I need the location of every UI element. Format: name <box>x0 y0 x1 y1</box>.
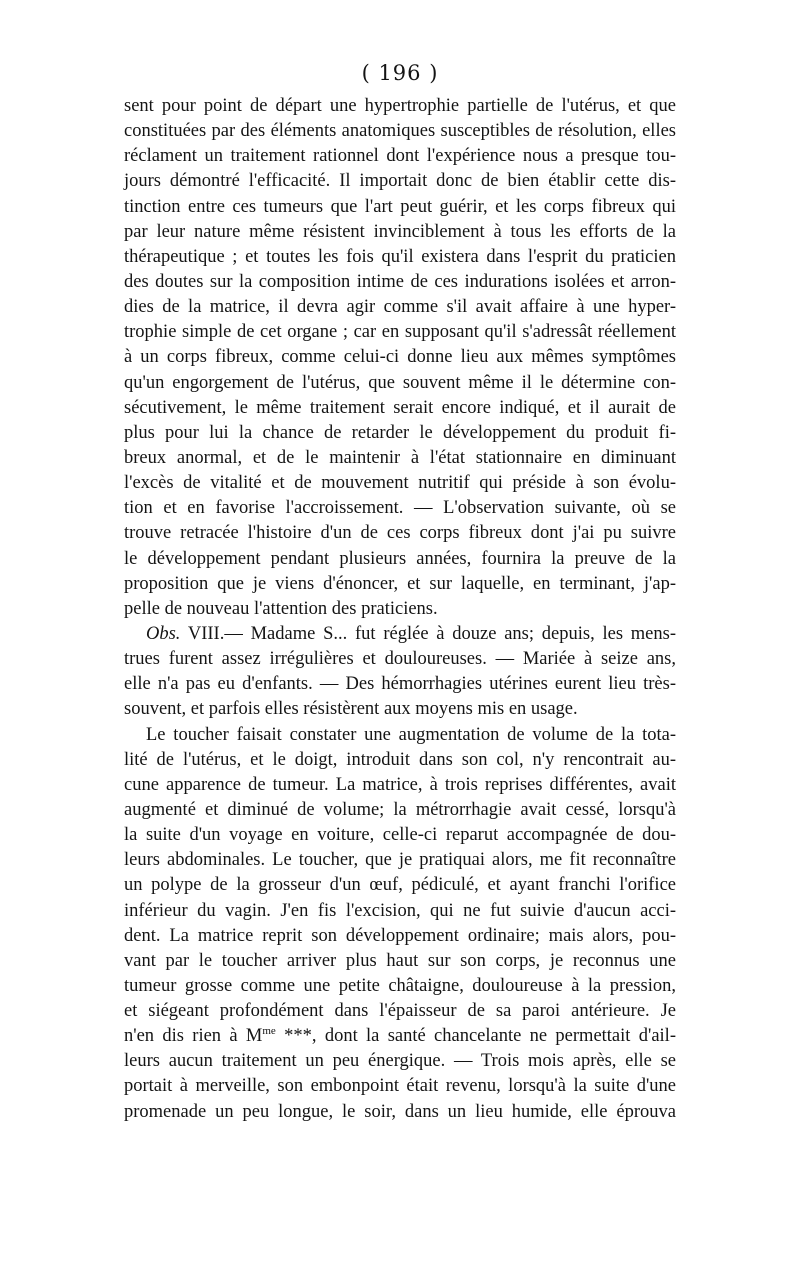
text-line: à un corps fibreux, comme celui-ci donne lieu aux mêmes symptômes <box>124 347 676 368</box>
text-line: l'excès de vitalité et de mouvement nutritif qui préside à son évolu- <box>124 473 676 494</box>
text-line: cune apparence de tumeur. La matrice, à trois reprises différentes, avait <box>124 774 676 795</box>
text-line: plus pour lui la chance de retarder le développement du produit fi- <box>124 422 676 443</box>
text-line: thérapeutique ; et toutes les fois qu'il existera dans l'esprit du praticien <box>124 246 676 267</box>
text-line: dent. La matrice reprit son développement ordinaire; mais alors, pou- <box>124 925 676 946</box>
text-line: tinction entre ces tumeurs que l'art peut guérir, et les corps fibreux qui <box>124 196 676 217</box>
text-line: elle n'a pas eu d'enfants. — Des hémorrhagies utérines eurent lieu très- <box>124 674 676 695</box>
text-line: vant par le toucher arriver plus haut sur son corps, je reconnus une <box>124 950 676 971</box>
text-line: des doutes sur la composition intime de ces indurations isolées et arron- <box>124 271 676 292</box>
text-line: qu'un engorgement de l'utérus, que souvent même il le détermine con- <box>124 372 676 393</box>
text-line-fragment: n'en dis rien à M <box>124 1026 263 1047</box>
text-line-fragment: VIII.— Madame S... fut réglée à douze ans; depuis, les mens- <box>187 623 676 644</box>
observation-heading-line <box>124 622 676 647</box>
body-text <box>124 94 676 1125</box>
text-line-with-superscript <box>124 1024 676 1049</box>
text-line: souvent, et parfois elles résistèrent aux moyens mis en usage. <box>124 699 578 720</box>
text-line: sent pour point de départ une hypertrophie partielle de l'utérus, et que <box>124 96 676 116</box>
text-line: leurs abdominales. Le toucher, que je pratiquai alors, me fit reconnaître <box>124 850 676 871</box>
text-line: promenade un peu longue, le soir, dans un lieu humide, elle éprouva <box>124 1101 676 1122</box>
text-line: leurs aucun traitement un peu énergique. — Trois mois après, elle se <box>124 1051 676 1072</box>
text-line-fragment: ***, dont la santé chancelante ne permettait d'ail- <box>275 1026 676 1047</box>
page-number: ( 196 ) <box>361 61 439 85</box>
text-line: le développement pendant plusieurs années, fournira la preuve de la <box>124 548 676 569</box>
text-line: sécutivement, le même traitement serait encore indiqué, et il aurait de <box>124 397 676 418</box>
text-line: par leur nature même résistent invinciblement à tous les efforts de la <box>124 221 676 242</box>
text-line: tion et en favorise l'accroissement. — L'observation suivante, où se <box>124 498 676 519</box>
text-line: trophie simple de cet organe ; car en supposant qu'il s'adressât réellement <box>124 322 676 343</box>
text-line: pelle de nouveau l'attention des praticiens. <box>124 598 438 619</box>
text-line: tumeur grosse comme une petite châtaigne, douloureuse à la pression, <box>124 975 676 996</box>
text-line: dies de la matrice, il devra agir comme s'il avait affaire à une hyper- <box>124 297 676 318</box>
obs-label: Obs. <box>146 623 181 644</box>
text-line: portait à merveille, son embonpoint était revenu, lorsqu'à la suite d'une <box>124 1076 676 1097</box>
text-line: jours démontré l'efficacité. Il importait donc de bien établir cette dis- <box>124 171 676 192</box>
text-line: trouve retracée l'histoire d'un de ces corps fibreux dont j'ai pu suivre <box>124 523 676 544</box>
text-line: inférieur du vagin. J'en fis l'excision, qui ne fut suivie d'aucun acci- <box>124 900 676 921</box>
superscript-me: me <box>262 1025 276 1038</box>
text-line: la suite d'un voyage en voiture, celle-ci reparut accompagnée de dou- <box>124 825 676 846</box>
text-line: réclament un traitement rationnel dont l'expérience nous a presque tou- <box>124 146 676 167</box>
text-line: et siégeant profondément dans l'épaisseur de sa paroi antérieure. Je <box>124 1001 676 1022</box>
text-line: trues furent assez irrégulières et douloureuses. — Mariée à seize ans, <box>124 649 676 670</box>
text-line: breux anormal, et de le maintenir à l'état stationnaire en diminuant <box>124 447 676 468</box>
text-line: un polype de la grosseur d'un œuf, pédiculé, et ayant franchi l'orifice <box>124 875 676 896</box>
text-line: constituées par des éléments anatomiques susceptibles de résolution, elles <box>124 121 676 142</box>
text-line: Le toucher faisait constater une augmentation de volume de la tota- <box>146 724 676 745</box>
text-line: augmenté et diminué de volume; la métrorrhagie avait cessé, lorsqu'à <box>124 799 676 820</box>
text-line: lité de l'utérus, et le doigt, introduit dans son col, n'y rencontrait au- <box>124 749 676 770</box>
text-line: proposition que je viens d'énoncer, et sur laquelle, en terminant, j'ap- <box>124 573 676 594</box>
